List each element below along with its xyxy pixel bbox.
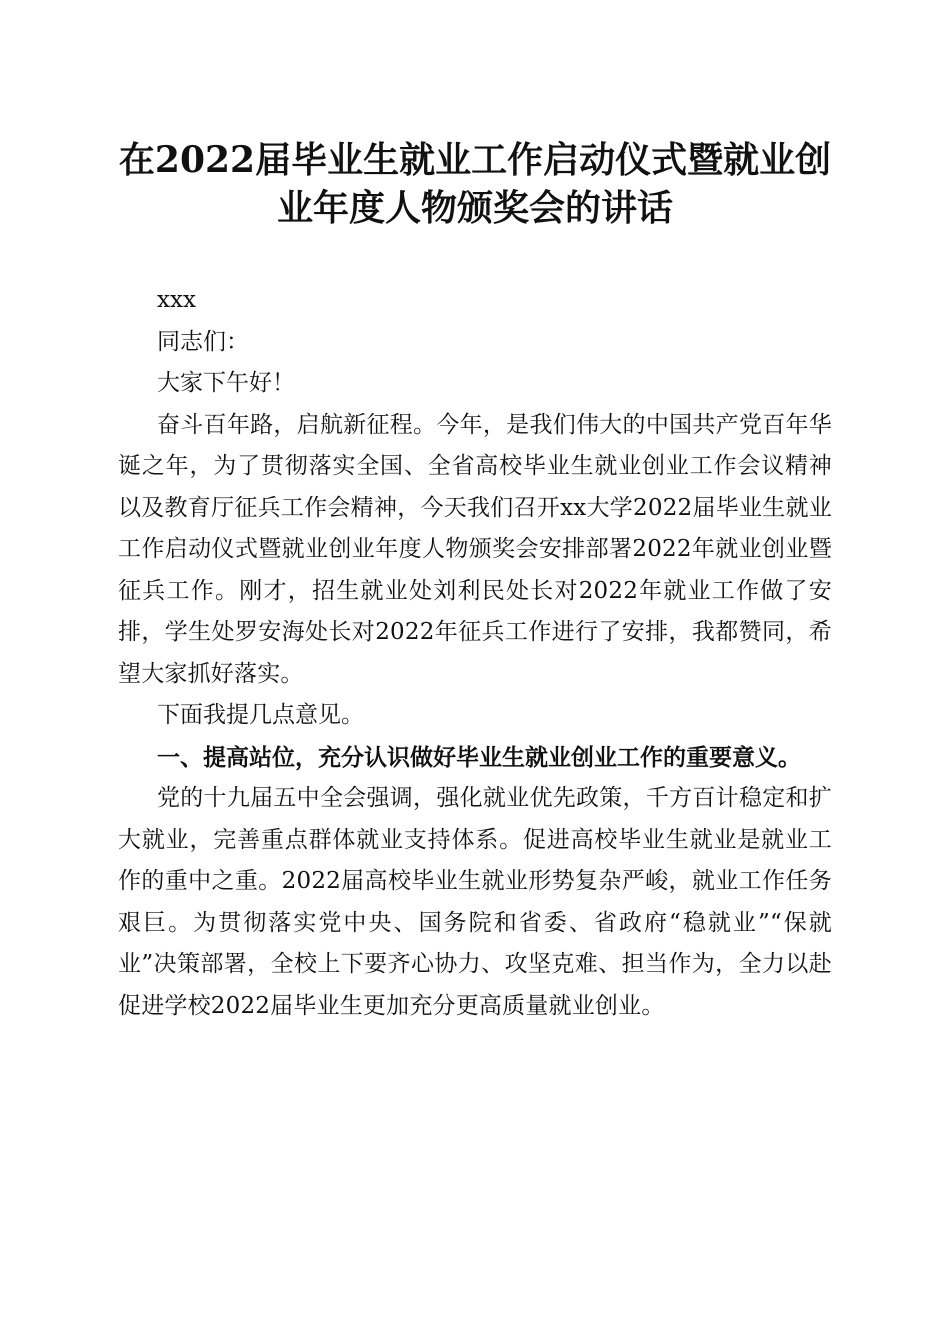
intro-paragraph: 奋斗百年路，启航新征程。今年，是我们伟大的中国共产党百年华诞之年，为了贯彻落实全国、全省高校毕业生就业创业工作会议精神以及教育厅征兵工作会精神，今天我们召开xx大学2022届毕业生就业工作启动仪式暨就业创业年度人物颁奖会安排部署2022年就业创业暨征兵工作。刚才，招生就业处刘利民处长对2022年就业工作做了安排，学生处罗安海处长对2022年征兵工作进行了安排，我都赞同，希望大家抓好落实。 bbox=[118, 411, 832, 687]
greeting: 大家下午好！ bbox=[157, 370, 295, 396]
salutation: 同志们： bbox=[157, 328, 249, 355]
section-paragraph: 党的十九届五中全会强调，强化就业优先政策，千方百计稳定和扩大就业，完善重点群体就业支持体系。促进高校毕业生就业是就业工作的重中之重。2022届高校毕业生就业形势复杂严峻，就业工作任务艰巨。为贯彻落实党中央、国务院和省委、省政府“稳就业”“保就业”决策部署，全校上下要齐心协力、攻坚克难、担当作为，全力以赴促进学校2022届毕业生更加充分更高质量就业创业。 bbox=[118, 785, 832, 1019]
document-body bbox=[118, 280, 832, 1027]
transition-paragraph: 下面我提几点意见。 bbox=[157, 702, 364, 728]
author-line: xxx bbox=[157, 287, 196, 313]
document-title: 在2022届毕业生就业工作启动仪式暨就业创业年度人物颁奖会的讲话 bbox=[118, 139, 832, 229]
section-heading: 一、提高站位，充分认识做好毕业生就业创业工作的重要意义。 bbox=[157, 743, 801, 771]
